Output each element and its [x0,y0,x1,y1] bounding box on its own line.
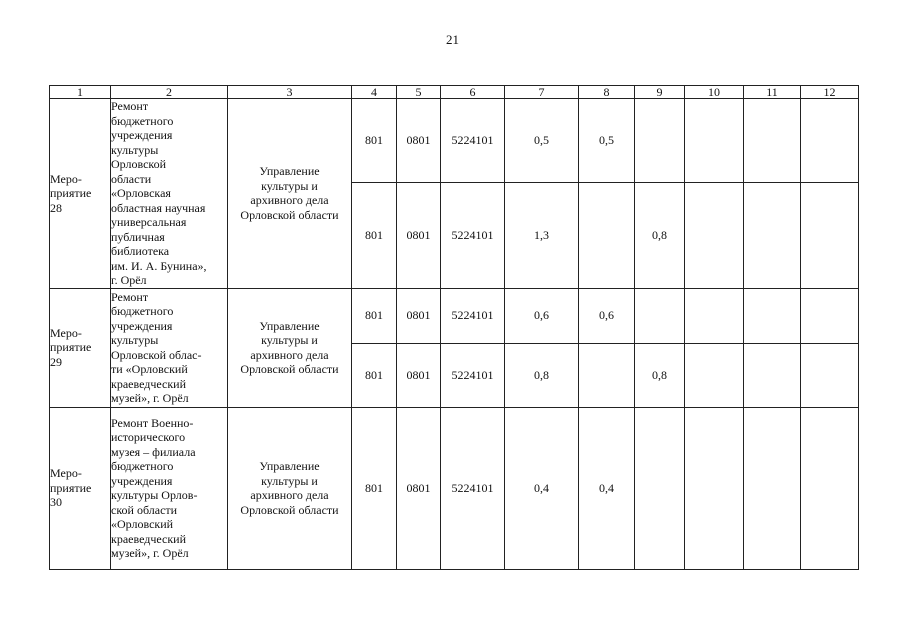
event-cell [50,288,111,407]
cell-c12 [801,407,859,569]
cell-c10 [685,407,744,569]
budget-table [49,85,859,570]
event-name-cell-line: Ремонт [111,99,149,113]
cell-c8 [579,183,635,288]
event-name-cell-line: учреждения [111,473,173,488]
cell-c11 [744,407,801,569]
event-name-cell-line: культуры [111,333,159,347]
event-name-cell-line: «Орловская [111,186,171,200]
cell-c8: 0,6 [579,288,635,343]
event-name-cell-line: музей», г. Орёл [111,546,189,560]
organization-cell-line: культуры и [261,333,318,347]
event-cell [50,407,111,569]
column-header-7: 7 [505,86,579,99]
event-name-cell-line: бюджетного [111,113,174,128]
cell-c12 [801,183,859,288]
header-row [50,86,859,99]
cell-c5: 0801 [397,343,441,407]
event-cell [50,99,111,289]
event-name-cell-line: г. Орёл [111,273,147,287]
cell-c4: 801 [352,288,397,343]
event-cell-line: приятие [50,480,92,495]
cell-c12 [801,99,859,183]
cell-c7: 1,3 [505,183,579,288]
table-row [50,288,859,343]
organization-cell-line: архивного дела [250,193,329,208]
organization-cell [228,99,352,289]
cell-c12 [801,343,859,407]
cell-c8: 0,4 [579,407,635,569]
event-name-cell-line: им. И. А. Бунина», [111,258,207,273]
event-cell-line: приятие [50,340,92,355]
cell-c9 [635,99,685,183]
cell-c10 [685,99,744,183]
cell-c9: 0,8 [635,343,685,407]
event-name-cell [111,99,228,289]
organization-cell-line: Управление [259,459,320,473]
event-name-cell-line: ской области [111,502,178,517]
cell-c10 [685,343,744,407]
event-name-cell-line: краеведческий [111,531,187,546]
event-name-cell-line: культуры [111,142,159,157]
column-header-4: 4 [352,86,397,99]
cell-c11 [744,99,801,183]
cell-c11 [744,183,801,288]
organization-cell-line: Орловской области [240,362,339,376]
event-name-cell-line: области [111,171,152,186]
cell-c10 [685,288,744,343]
cell-c6: 5224101 [441,343,505,407]
cell-c6: 5224101 [441,99,505,183]
organization-cell-line: культуры и [261,473,318,488]
column-header-1: 1 [50,86,111,99]
event-cell-line: приятие [50,186,92,200]
event-name-cell-line: универсальная [111,215,187,229]
cell-c6: 5224101 [441,183,505,288]
event-name-cell-line: Ремонт Военно- [111,415,194,430]
page-number: 21 [446,32,459,47]
table-row [50,99,859,183]
cell-c12 [801,288,859,343]
organization-cell-line: культуры и [261,178,318,193]
event-name-cell [111,288,228,407]
event-name-cell-line: учреждения [111,318,173,333]
event-cell-line: 29 [50,354,62,369]
cell-c5: 0801 [397,407,441,569]
event-name-cell-line: «Орловский [111,517,174,531]
event-cell-line: Меро- [50,325,82,340]
event-name-cell-line: Орловской [111,157,167,171]
cell-c6: 5224101 [441,288,505,343]
column-header-12: 12 [801,86,859,99]
organization-cell [228,407,352,569]
event-cell-line: Меро- [50,171,82,186]
cell-c11 [744,288,801,343]
event-name-cell-line: музея – филиала [111,444,196,459]
event-name-cell [111,407,228,569]
cell-c4: 801 [352,183,397,288]
cell-c5: 0801 [397,99,441,183]
cell-c9 [635,407,685,569]
cell-c4: 801 [352,343,397,407]
column-header-9: 9 [635,86,685,99]
cell-c7: 0,6 [505,288,579,343]
event-name-cell-line: исторического [111,430,186,444]
column-header-10: 10 [685,86,744,99]
event-name-cell-line: библиотека [111,244,170,258]
cell-c5: 0801 [397,183,441,288]
cell-c9: 0,8 [635,183,685,288]
cell-c11 [744,343,801,407]
organization-cell [228,288,352,407]
cell-c4: 801 [352,407,397,569]
column-header-6: 6 [441,86,505,99]
organization-cell-line: архивного дела [250,488,329,502]
event-name-cell-line: ти «Орловский [111,362,188,376]
organization-cell-line: архивного дела [250,347,329,362]
event-name-cell-line: бюджетного [111,304,174,318]
organization-cell-line: Орловской области [240,207,339,222]
event-name-cell-line: музей», г. Орёл [111,391,189,405]
event-cell-line: Меро- [50,466,82,481]
event-name-cell-line: бюджетного [111,459,174,473]
column-header-2: 2 [111,86,228,99]
column-header-11: 11 [744,86,801,99]
cell-c9 [635,288,685,343]
event-name-cell-line: публичная [111,229,165,244]
column-header-5: 5 [397,86,441,99]
cell-c10 [685,183,744,288]
event-cell-line: 30 [50,495,62,510]
event-cell-line: 28 [50,200,62,215]
organization-cell-line: Управление [259,318,320,333]
event-name-cell-line: Орловской облас- [111,347,202,362]
column-header-8: 8 [579,86,635,99]
cell-c8: 0,5 [579,99,635,183]
event-name-cell-line: Ремонт [111,289,149,304]
event-name-cell-line: культуры Орлов- [111,488,198,502]
organization-cell-line: Орловской области [240,502,339,517]
table-row [50,407,859,569]
event-name-cell-line: краеведческий [111,376,187,391]
organization-cell-line: Управление [259,164,320,179]
cell-c7: 0,5 [505,99,579,183]
event-name-cell-line: учреждения [111,128,173,142]
cell-c5: 0801 [397,288,441,343]
cell-c7: 0,8 [505,343,579,407]
cell-c4: 801 [352,99,397,183]
cell-c8 [579,343,635,407]
cell-c6: 5224101 [441,407,505,569]
cell-c7: 0,4 [505,407,579,569]
event-name-cell-line: областная научная [111,200,206,215]
column-header-3: 3 [228,86,352,99]
